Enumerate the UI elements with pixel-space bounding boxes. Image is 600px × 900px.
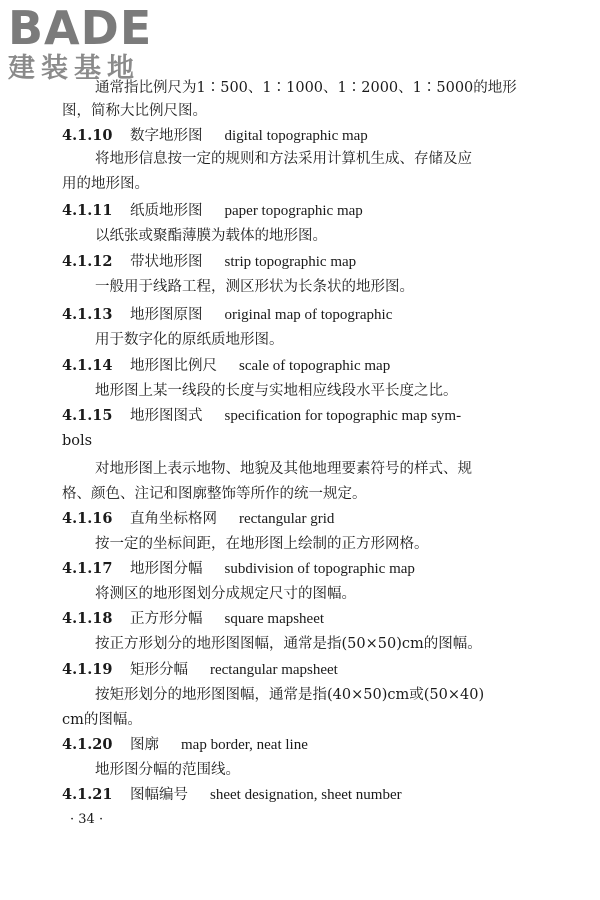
term-entry: [62, 559, 415, 579]
definition-line: 通常指比例尺为1∶500、1∶1000、1∶2000、1∶5000的地形: [95, 80, 517, 96]
term-chinese: 矩形分幅: [130, 662, 188, 678]
term-chinese: 地形图分幅: [130, 561, 203, 577]
term-english: original map of topographic: [224, 307, 393, 323]
definition-line: 以纸张或聚酯薄膜为载体的地形图。: [95, 228, 327, 244]
term-english: strip topographic map: [224, 254, 357, 270]
definition-line: 用于数字化的原纸质地形图。: [95, 332, 284, 348]
term-number: 4.1.13: [62, 306, 113, 323]
definition-line: cm的图幅。: [62, 712, 142, 728]
term-chinese: 带状地形图: [130, 254, 203, 270]
term-chinese: 图廓: [130, 737, 159, 753]
definition-line: 格、颜色、注记和图廓整饰等所作的统一规定。: [62, 486, 367, 502]
term-chinese: 正方形分幅: [130, 611, 203, 627]
term-chinese: 地形图图式: [130, 408, 203, 424]
term-chinese: 直角坐标格网: [130, 511, 217, 527]
definition-line: 按正方形划分的地形图图幅，通常是指(50×50)cm的图幅。: [95, 636, 482, 652]
logo-subtitle: 建装基地: [8, 53, 140, 84]
term-english: scale of topographic map: [239, 358, 391, 374]
logo-wordmark: BADE: [8, 1, 153, 55]
definition-line: bols: [62, 433, 93, 449]
definition-line: 将地形信息按一定的规则和方法采用计算机生成、存储及应: [95, 151, 472, 167]
term-english: rectangular mapsheet: [210, 662, 338, 678]
term-english: map border, neat line: [181, 737, 308, 753]
term-number: 4.1.19: [62, 661, 113, 678]
term-number: 4.1.21: [62, 786, 113, 803]
definition-line: 地形图上某一线段的长度与实地相应线段水平长度之比。: [95, 383, 458, 399]
term-entry: [62, 785, 402, 805]
definition-line: 将测区的地形图划分成规定尺寸的图幅。: [95, 586, 356, 602]
term-entry: [62, 509, 334, 529]
term-english: paper topographic map: [224, 203, 363, 219]
term-english: sheet designation, sheet number: [210, 787, 402, 803]
term-number: 4.1.15: [62, 407, 113, 424]
term-english: specification for topographic map sym-: [224, 408, 462, 424]
term-english: square mapsheet: [224, 611, 325, 627]
term-number: 4.1.11: [62, 202, 113, 219]
term-entry: [62, 735, 308, 755]
term-chinese: 纸质地形图: [130, 203, 203, 219]
term-chinese: 地形图原图: [130, 307, 203, 323]
term-entry: [62, 201, 363, 221]
term-entry: [62, 126, 368, 146]
term-english: rectangular grid: [239, 511, 335, 527]
term-number: 4.1.14: [62, 357, 113, 374]
term-chinese: 数字地形图: [130, 128, 203, 144]
term-entry: [62, 406, 461, 426]
term-number: 4.1.16: [62, 510, 113, 527]
term-number: 4.1.20: [62, 736, 113, 753]
definition-line: 按一定的坐标间距，在地形图上绘制的正方形网格。: [95, 536, 429, 552]
term-entry: [62, 609, 324, 629]
definition-line: 图，简称大比例尺图。: [62, 103, 207, 119]
definition-line: 按矩形划分的地形图图幅，通常是指(40×50)cm或(50×40): [95, 687, 485, 703]
term-entry: [62, 660, 338, 680]
term-entry: [62, 305, 392, 325]
term-entry: [62, 356, 390, 376]
term-chinese: 地形图比例尺: [130, 358, 217, 374]
term-number: 4.1.10: [62, 127, 113, 144]
term-number: 4.1.18: [62, 610, 113, 627]
definition-line: 一般用于线路工程，测区形状为长条状的地形图。: [95, 279, 414, 295]
definition-line: 对地形图上表示地物、地貌及其他地理要素符号的样式、规: [95, 461, 472, 477]
term-number: 4.1.12: [62, 253, 113, 270]
term-number: 4.1.17: [62, 560, 113, 577]
term-entry: [62, 252, 356, 272]
definition-line: 地形图分幅的范围线。: [95, 762, 240, 778]
definition-line: 用的地形图。: [62, 176, 149, 192]
term-chinese: 图幅编号: [130, 787, 188, 803]
page-number: · 34 ·: [70, 812, 104, 827]
term-english: digital topographic map: [224, 128, 368, 144]
term-english: subdivision of topographic map: [224, 561, 415, 577]
